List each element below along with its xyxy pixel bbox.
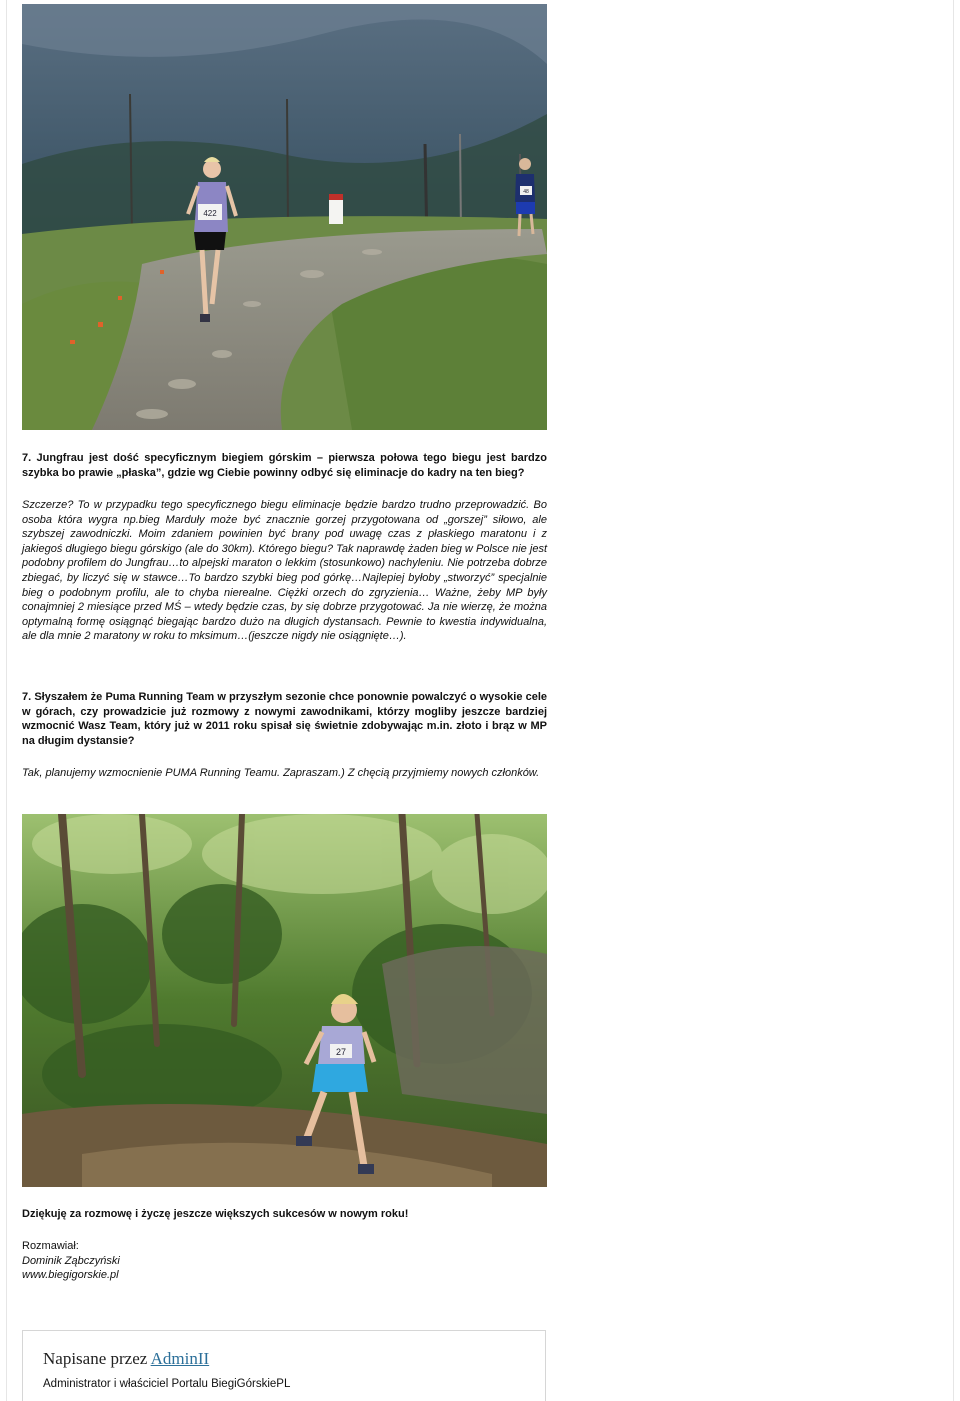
author-heading xyxy=(43,1349,209,1369)
answer-7-jungfrau: Szczerze? To w przypadku tego specyficznego biegu eliminacje będzie bardzo trudno przeprowadzić. Bo osoba która wygra np.bieg Marduły może być znacznie gorzej przygotowana od „gorszej” siłowo, ale szybszej zawodniczki. Moim zdaniem powinien być brany pod uwagę czas z płaskiego maratonu i z jakiegoś długiego biegu górskigo (ale do 30km). Którego biegu? Tak naprawdę żaden bieg w Polsce nie jest podobny profilem do Jungfrau…to alpejski maraton o lekkim (stosunkowo) nachyleniu. Nie potrzeba dobrze zbiegać, by liczyć się w stawce…To bardzo szybki bieg pod górkę…Najlepiej byłoby „stworzyć” specjalnie bieg o podobnym profilu, ale to chyba nierealne. Ciężki orzech do zgryzienia… Ważne, żeby MP były conajmniej 2 miesiące przed MŚ – wtedy będzie czas, by się dobrze przygotować. Ja nie wierzę, że można optymalną formę osiągnąć biegając bardzo dużo na długich dystansach. Pewnie to kwestia indywidualna, ale dla mnie 2 maratony w roku to mksimum…(jeszcze nigdy nie osiągnięte…). xyxy=(22,499,547,643)
signature-block xyxy=(22,1239,120,1283)
answer-7-puma-team: Tak, planujemy wzmocnienie PUMA Running Teamu. Zapraszam.) Z chęcią przyjmiemy nowych członków. xyxy=(22,767,540,779)
author-link[interactable]: AdminII xyxy=(150,1349,210,1368)
frame-line-right xyxy=(953,0,954,1401)
signature-label: Rozmawiał: xyxy=(22,1240,79,1252)
bib-number-forest: 27 xyxy=(335,1047,347,1057)
bib-number-left: 422 xyxy=(203,209,217,218)
author-description: Administrator i właściciel Portalu BiegiGórskiePL xyxy=(43,1378,291,1390)
signature-name: Dominik Ząbczyński xyxy=(22,1254,120,1267)
question-7-jungfrau: 7. Jungfrau jest dość specyficznym biegiem górskim – pierwsza połowa tego biegu jest bardzo szybka bo prawie „płaska”, gdzie wg Ciebie powinny odbyć się eliminacje do kadry na ten bieg? xyxy=(22,452,547,479)
closing-thanks: Dziękuję za rozmowę i życzę jeszcze większych sukcesów w nowym roku! xyxy=(22,1208,409,1220)
bib-number-right: 48 xyxy=(523,189,529,195)
author-box xyxy=(22,1330,546,1401)
photo-mountain-runners xyxy=(22,4,547,430)
author-prefix: Napisane przez xyxy=(43,1349,148,1368)
frame-line-left xyxy=(6,0,7,1401)
question-7-puma-team: 7. Słyszałem że Puma Running Team w przyszłym sezonie chce ponownie powalczyć o wysokie cele w górach, czy prowadzicie już rozmowy z nowymi zawodnikami, którzy mogliby jeszcze bardziej wzmocnić Wasz Team, który już w 2011 roku spisał się świetnie zdobywając m.in. złoto i brąz w MP na długim dystansie? xyxy=(22,691,547,747)
signature-site: www.biegigorskie.pl xyxy=(22,1269,119,1282)
photo-forest-runner xyxy=(22,814,547,1187)
